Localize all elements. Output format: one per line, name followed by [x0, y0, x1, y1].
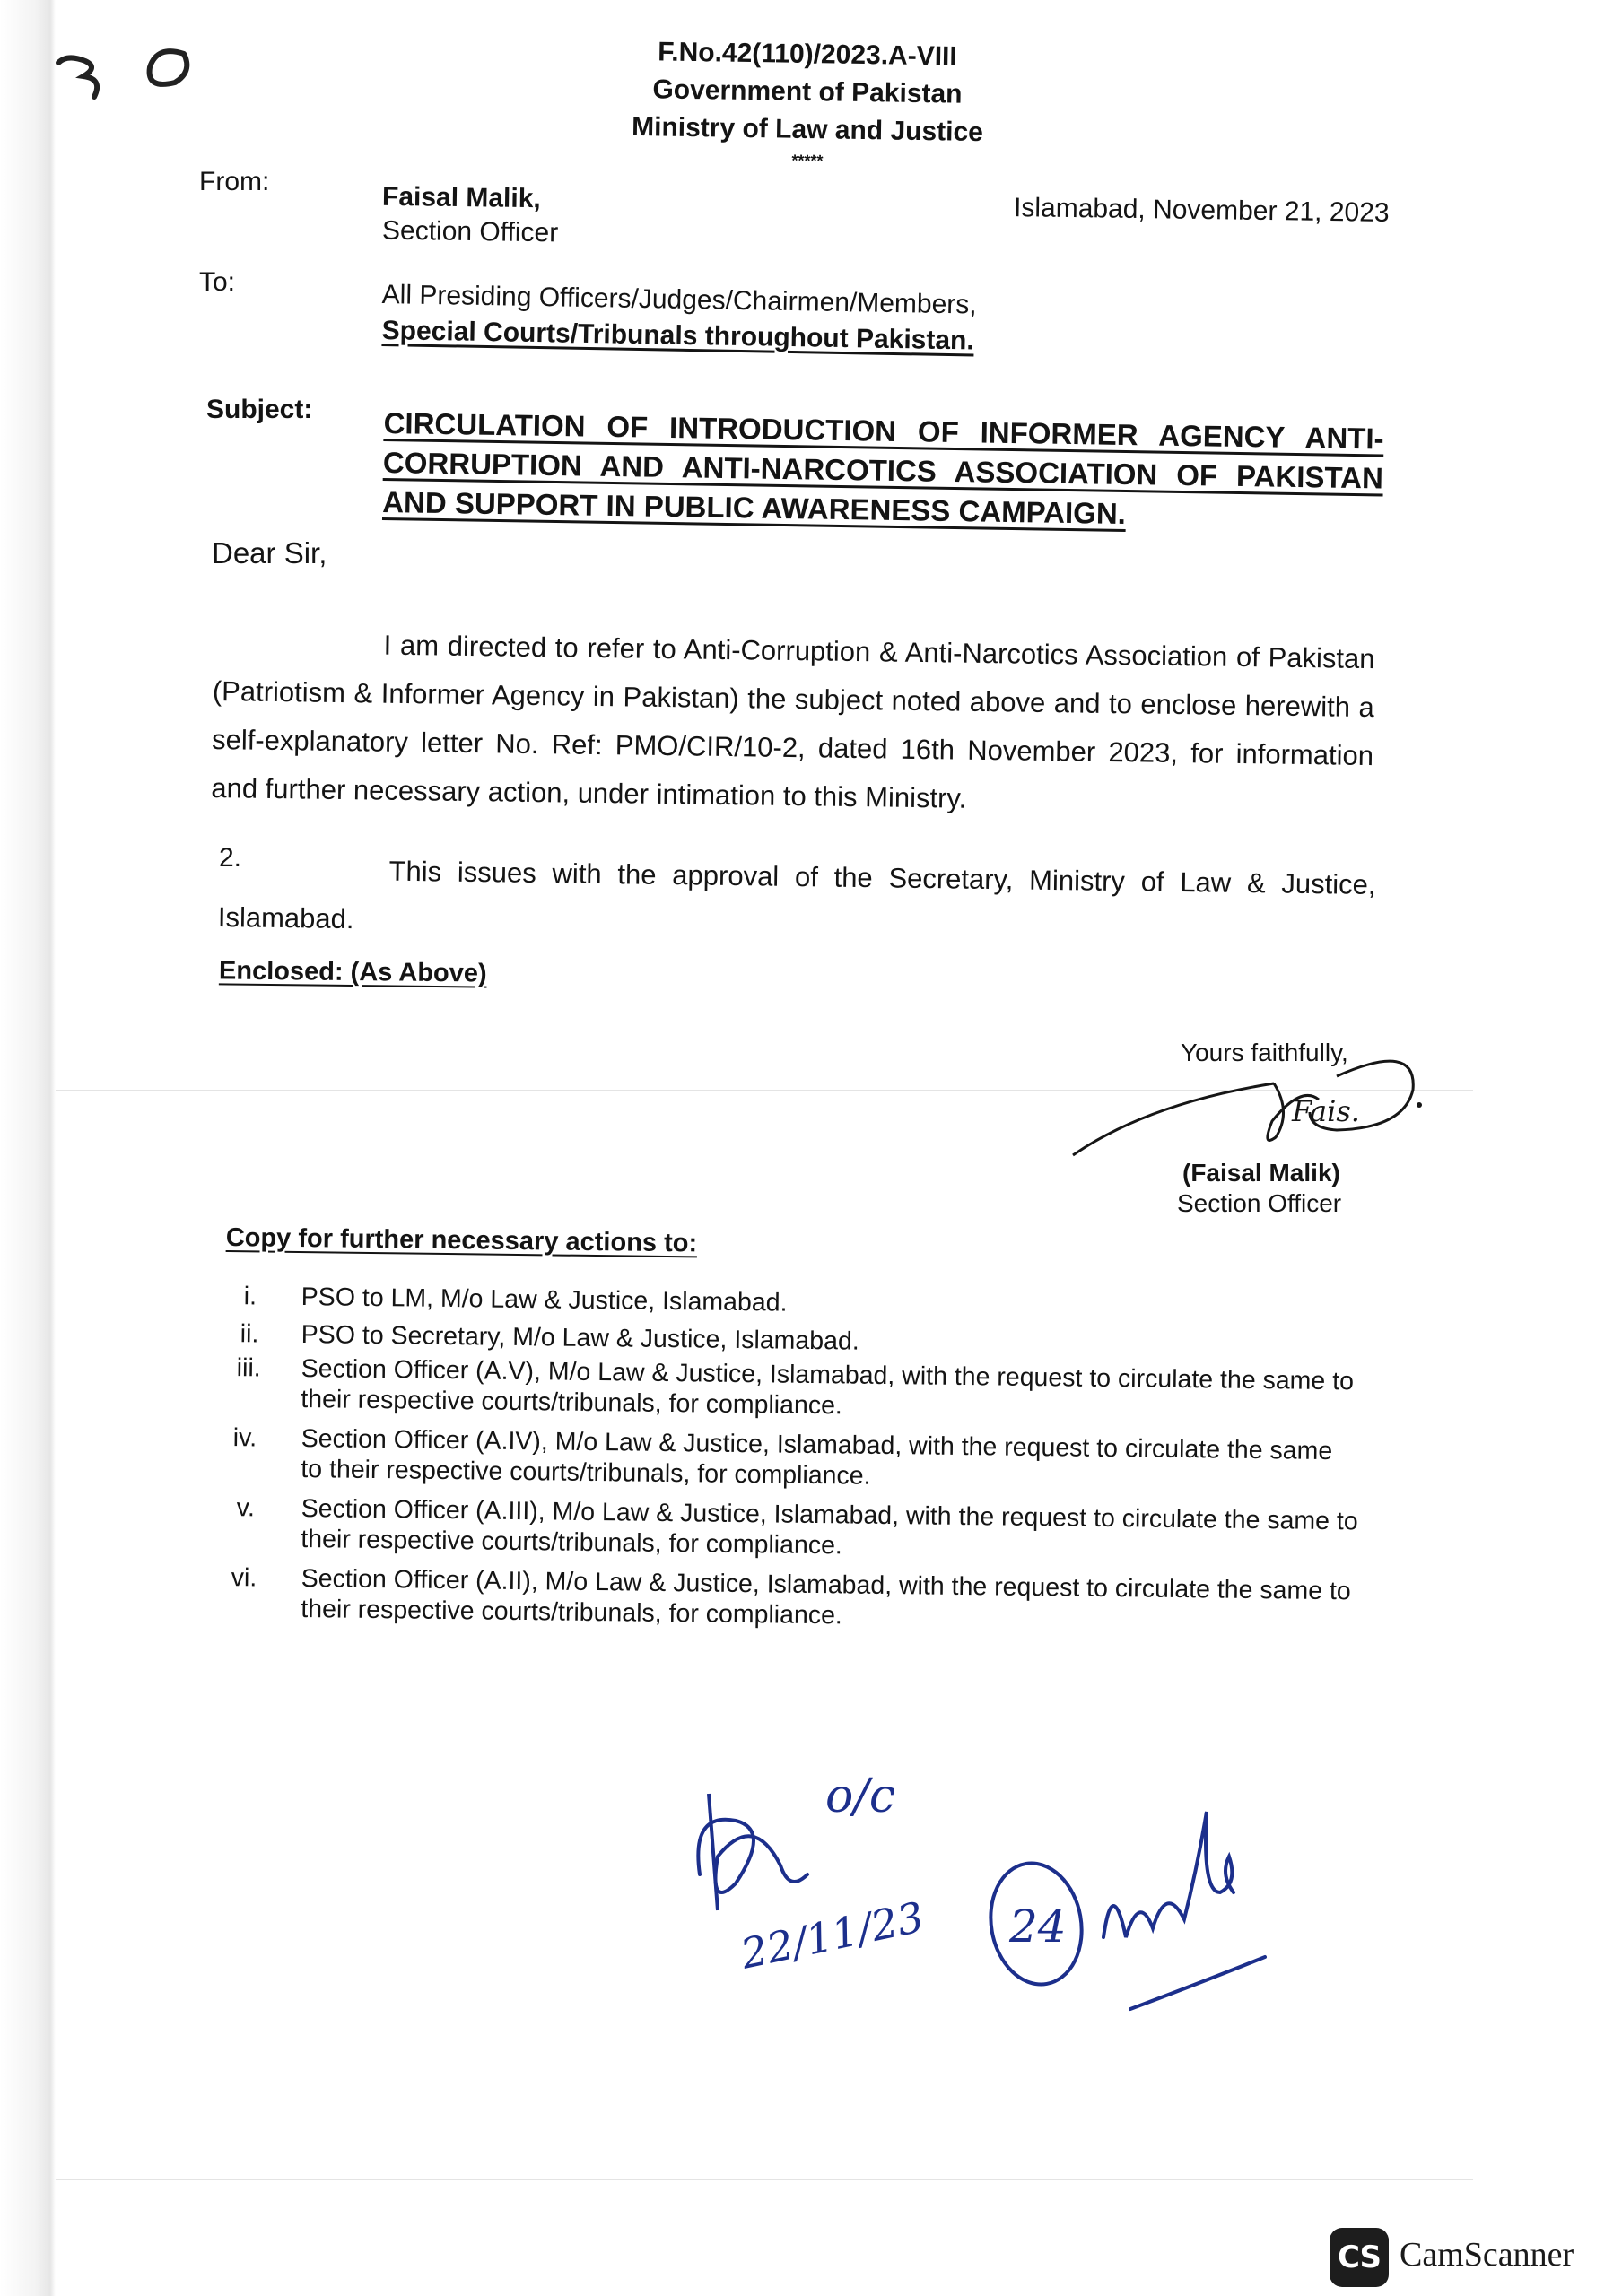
salutation: Dear Sir,	[212, 536, 327, 570]
subject-label: Subject:	[206, 395, 313, 424]
sender-name: Faisal Malik,	[381, 181, 541, 214]
place-date: Islamabad, November 21, 2023	[1013, 193, 1390, 228]
to-label: To:	[199, 267, 236, 297]
circled-number: 24	[1009, 1900, 1067, 1952]
copy-item-text: Section Officer (A.IV), M/o Law & Justice, Islamabad, with the request to circulate the same to their respective courts/tribunals, for compliance.	[301, 1424, 1333, 1491]
from-label: From:	[199, 167, 270, 196]
sender-designation: Section Officer	[381, 215, 559, 248]
copy-item-number: vi.	[231, 1563, 257, 1593]
camscanner-logo-icon: CS	[1330, 2228, 1389, 2287]
copy-item-text: Section Officer (A.III), M/o Law & Justice, Islamabad, with the request to circulate the same to their respective courts/tribunals, for compliance.	[301, 1494, 1358, 1561]
copy-item-number: i.	[243, 1282, 257, 1311]
recipient-line1: All Presiding Officers/Judges/Chairmen/Members,	[381, 280, 977, 320]
header-stars: *****	[791, 151, 824, 170]
copy-item	[226, 1281, 1347, 1318]
margin-handwritten-mark	[49, 27, 193, 99]
signatory-designation: Section Officer	[1177, 1189, 1342, 1217]
scan-left-edge	[0, 0, 56, 2296]
scan-bottom-line	[56, 2179, 1473, 2180]
copy-item-number: ii.	[240, 1319, 259, 1349]
enclosure-note: Enclosed: (As Above)	[218, 956, 487, 988]
signatory-name: (Faisal Malik)	[1182, 1159, 1340, 1187]
copy-item-number: iv.	[232, 1423, 257, 1453]
paragraph-2-number: 2.	[219, 843, 242, 873]
signature-text: Fais.	[1292, 1094, 1360, 1128]
copy-heading: Copy for further necessary actions to:	[225, 1223, 698, 1258]
copy-item-text: PSO to LM, M/o Law & Justice, Islamabad.	[301, 1283, 788, 1318]
copy-item-number: iii.	[236, 1353, 261, 1383]
handwritten-date: 22/11/23	[737, 1892, 929, 1979]
copy-item-text: PSO to Secretary, M/o Law & Justice, Islamabad.	[301, 1320, 859, 1356]
signature-scribble	[1068, 1022, 1426, 1175]
oc-note: o/c	[825, 1770, 895, 1823]
closing-line: Yours faithfully,	[1181, 1039, 1348, 1066]
ministry-heading: Ministry of Law and Justice	[631, 111, 984, 148]
copy-item-text: Section Officer (A.II), M/o Law & Justice, Islamabad, with the request to circulate the same to their respective courts/tribunals, for compliance.	[301, 1564, 1351, 1631]
government-heading: Government of Pakistan	[652, 74, 963, 109]
copy-item-number: v.	[236, 1493, 256, 1523]
copy-item-text: Section Officer (A.V), M/o Law & Justice, Islamabad, with the request to circulate the same to their respective courts/tribunals, for compliance.	[301, 1354, 1355, 1421]
file-number: F.No.42(110)/2023.A-VIII	[658, 37, 957, 72]
paragraph-2: This issues with the approval of the Secretary, Ministry of Law & Justice, Islamabad.	[217, 855, 1376, 935]
handwritten-initials-blue	[682, 1758, 1310, 2027]
camscanner-watermark: CamScanner	[1400, 2236, 1574, 2274]
subject-text: CIRCULATION OF INTRODUCTION OF INFORMER AGENCY ANTI-CORRUPTION AND ANTI-NARCOTICS ASSOCIATION OF PAKISTAN AND SUPPORT IN PUBLIC AWARENESS CAMPAIGN.	[381, 405, 1384, 531]
recipient-line2: Special Courts/Tribunals throughout Pakistan.	[381, 316, 974, 356]
paragraph-1: I am directed to refer to Anti-Corruption & Anti-Narcotics Association of Pakistan (Patriotism & Informer Agency in Pakistan) the subject noted above and to enclose herewith a self-explanatory letter No. Ref: PMO/CIR/10-2, dated 16th November 2023, for information and further necessary action, under intimation to this Ministry.	[211, 629, 1375, 814]
